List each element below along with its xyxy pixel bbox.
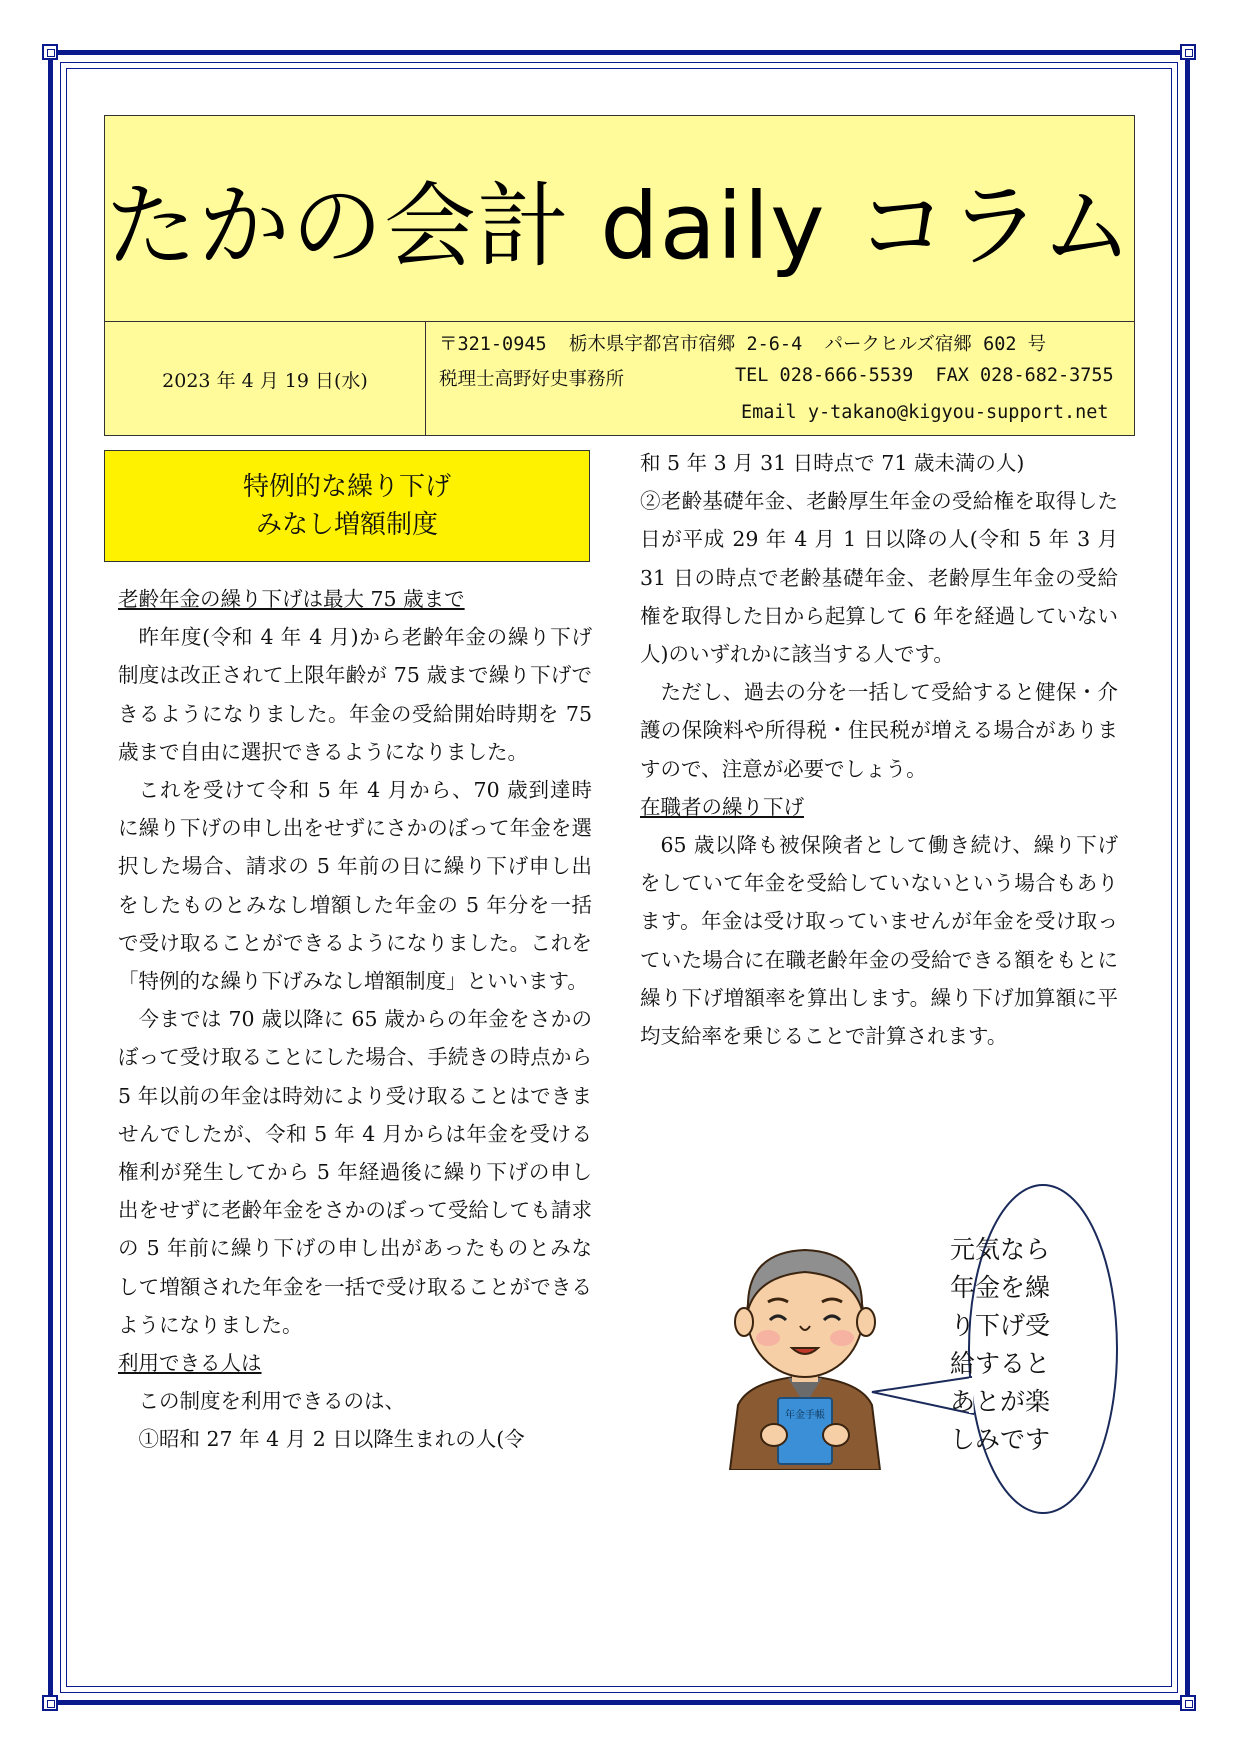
masthead — [104, 115, 1135, 436]
masthead-info-row — [105, 321, 1134, 436]
subheading-eligible: 利用できる人は — [118, 1351, 262, 1376]
paragraph: 今までは 70 歳以降に 65 歳からの年金をさかのぼって受け取ることにした場合、手続きの時点から 5 年以前の年金は時効により受け取ることはできませんでしたが、令和 5 年 4 月からは年金を受ける権利が発生してから 5 年経過後に繰り下げの申し出をせずに老齢年金をさかのぼって受給しても請求の 5 年前に繰り下げの申し出があったものとみなして増額された年金を一括で受け取ることができるようになりました。 — [118, 1007, 592, 1337]
elderly-man-illustration — [720, 1230, 890, 1470]
subheading-max-age: 老齢年金の繰り下げは最大 75 歳まで — [118, 587, 465, 611]
subheading-employed: 在職者の繰り下げ — [640, 794, 804, 819]
paragraph: この制度を利用できるのは、 — [138, 1389, 405, 1414]
bubble-line: あとが楽 — [950, 1387, 1051, 1416]
bubble-line: 元気なら — [950, 1235, 1051, 1264]
bubble-line: 給すると — [950, 1349, 1051, 1378]
paragraph: ②老齢基礎年金、老齢厚生年金の受給権を取得した日が平成 29 年 4 月 1 日以降の人(令和 5 年 3 月 31 日の時点で老齢基礎年金、老齢厚生年金の受給権を取得した日から起算して 6 年を経過していない人)のいずれかに該当する人です。 — [640, 489, 1118, 667]
paragraph: これを受けて令和 5 年 4 月から、70 歳到達時に繰り下げの申し出をせずにさかのぼって年金を選択した場合、請求の 5 年前の日に繰り下げ申し出をしたものとみなし増額した年金の 5 年分を一括で受け取ることができるようになりました。これを「特例的な繰り下げみなし増額制度」といいます。 — [118, 778, 592, 994]
office-contact — [425, 322, 1134, 436]
left-column — [118, 580, 592, 1459]
office-address: 〒321-0945 栃木県宇都宮市宿郷 2-6-4 パークヒルズ宿郷 602 号 — [439, 334, 1047, 355]
paragraph: ただし、過去の分を一括して受給すると健保・介護の保険料や所得税・住民税が増える場合がありますので、注意が必要でしょう。 — [640, 680, 1118, 781]
bubble-line: 年金を繰 — [950, 1273, 1051, 1302]
office-email: Email y-takano@kigyou-support.net — [741, 402, 1109, 423]
office-name: 税理士高野好史事務所 — [439, 369, 625, 390]
paragraph: 昨年度(令和 4 年 4 月)から老齢年金の繰り下げ制度は改正されて上限年齢が 75 歳まで繰り下げできるようになりました。年金の受給開始時期を 75 歳まで自由に選択できるようになりました。 — [118, 625, 592, 764]
right-column — [640, 444, 1118, 1055]
booklet-label: 年金手帳 — [785, 1410, 825, 1421]
column-topic-line-2: みなし増額制度 — [255, 510, 438, 540]
paragraph: 65 歳以降も被保険者として働き続け、繰り下げをしていて年金を受給していないという場合もあります。年金は受け取っていませんが年金を受け取っていた場合に在職老齢年金の受給できる額をもとに繰り下げ増額率を算出します。繰り下げ加算額に平均支給率を乗じることで計算されます。 — [640, 833, 1118, 1049]
column-topic-line-1: 特例的な繰り下げ — [242, 472, 451, 502]
frame-corner-top-left — [42, 44, 58, 60]
bubble-line: り下げ受 — [950, 1311, 1051, 1340]
paragraph: 和 5 年 3 月 31 日時点で 71 歳未満の人) — [640, 451, 1025, 475]
masthead-title: たかの会計 daily コラム — [105, 172, 1134, 280]
paragraph: ①昭和 27 年 4 月 2 日以降生まれの人(令 — [138, 1427, 525, 1452]
office-phone-fax: TEL 028-666-5539 FAX 028-682-3755 — [735, 365, 1114, 386]
frame-corner-bottom-right — [1180, 1695, 1196, 1711]
issue-date: 2023 年 4 月 19 日(水) — [105, 322, 426, 436]
bubble-line: しみです — [950, 1425, 1051, 1454]
frame-corner-bottom-left — [42, 1695, 58, 1711]
frame-corner-top-right — [1180, 44, 1196, 60]
column-topic-box — [104, 450, 590, 562]
speech-bubble-text — [950, 1231, 1080, 1459]
